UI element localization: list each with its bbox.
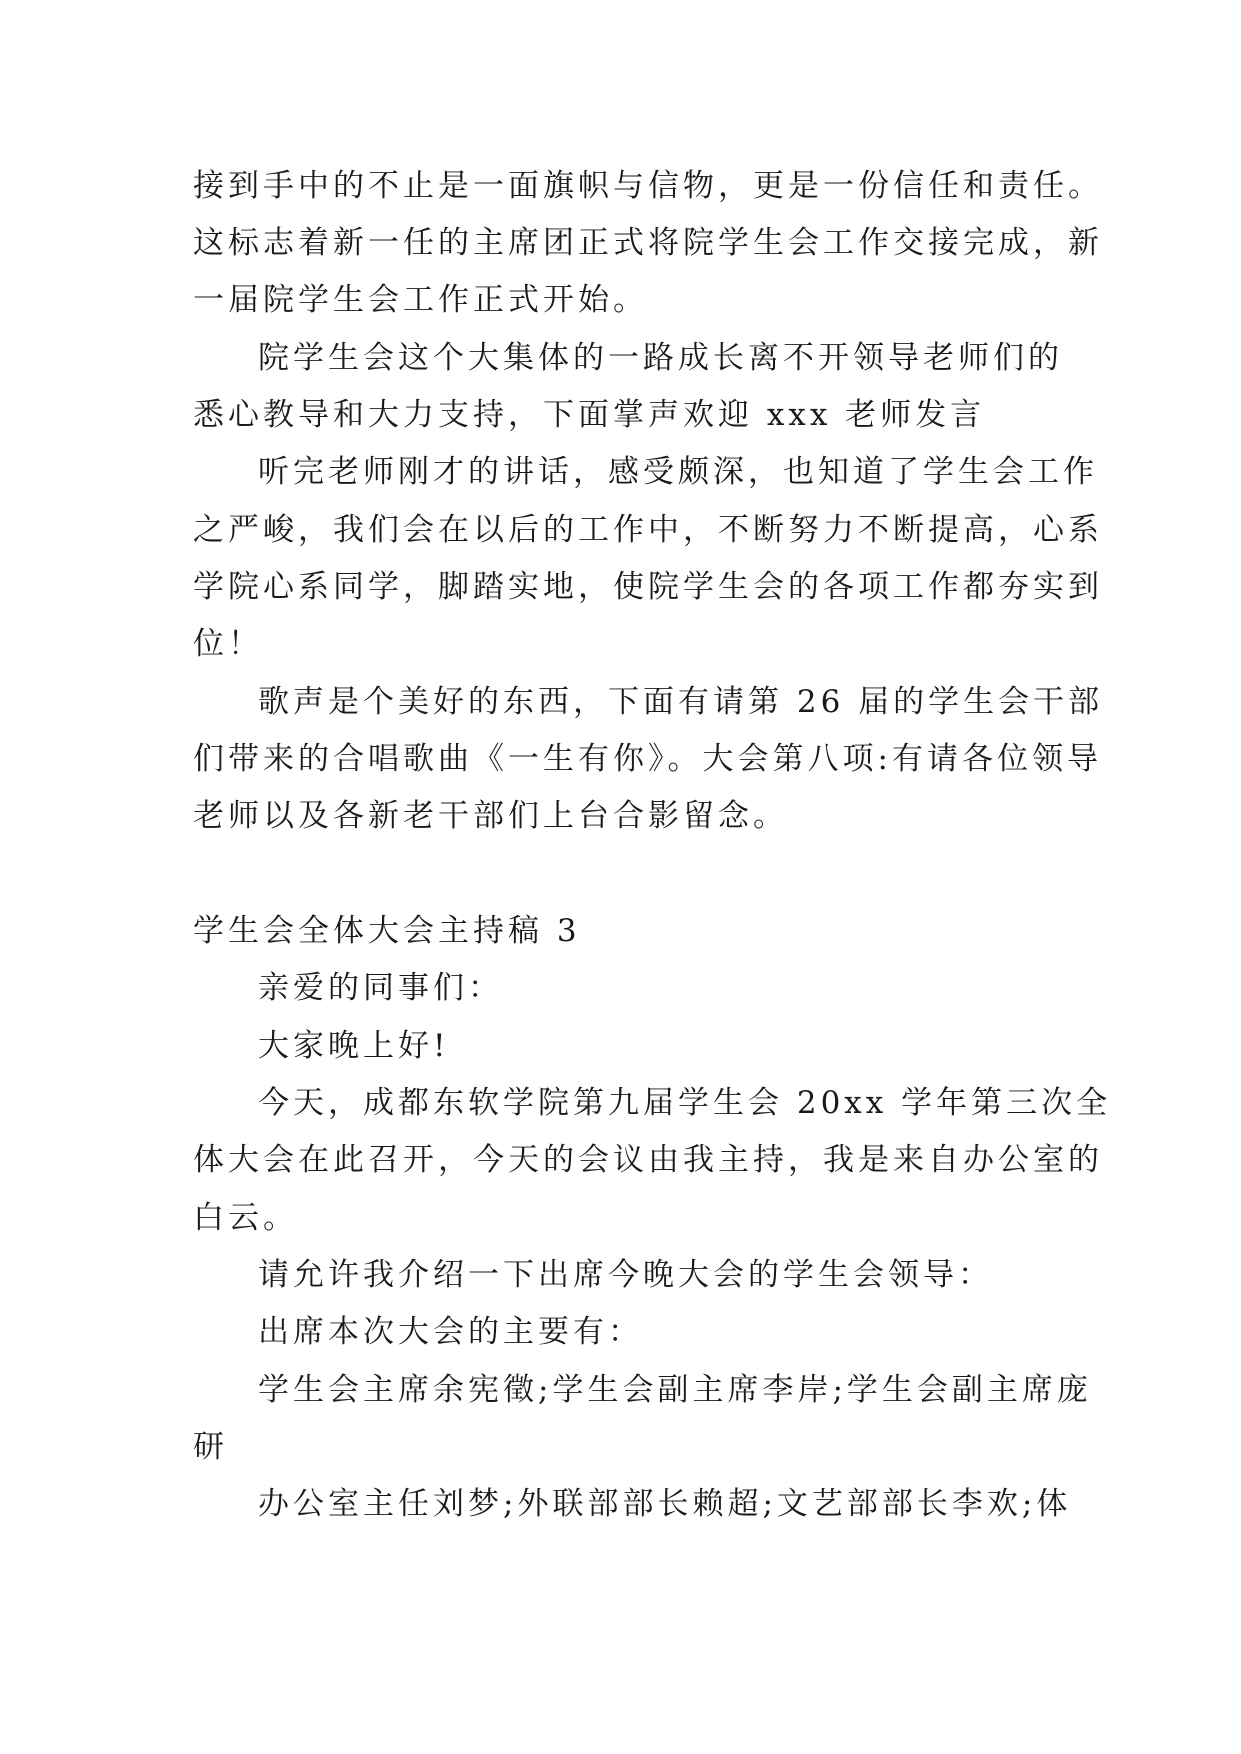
paragraph-line: 之严峻，我们会在以后的工作中，不断努力不断提高，心系 xyxy=(193,512,1103,548)
paragraph-line: 听完老师刚才的讲话，感受颇深，也知道了学生会工作 xyxy=(258,454,1098,490)
paragraph-line: 白云。 xyxy=(193,1200,298,1236)
paragraph-line: 研 xyxy=(193,1429,228,1465)
paragraph-line: 院学生会这个大集体的一路成长离不开领导老师们的 xyxy=(258,340,1063,376)
paragraph-line: 亲爱的同事们： xyxy=(258,970,503,1006)
paragraph-line: 办公室主任刘梦;外联部部长赖超;文艺部部长李欢;体 xyxy=(258,1486,1072,1522)
paragraph-line: 们带来的合唱歌曲《一生有你》。大会第八项:有请各位领导 xyxy=(193,741,1102,777)
paragraph-line: 位！ xyxy=(193,626,263,662)
paragraph-line: 一届院学生会工作正式开始。 xyxy=(193,282,648,318)
paragraph-line: 大家晚上好! xyxy=(258,1028,450,1064)
paragraph-line: 学院心系同学，脚踏实地，使院学生会的各项工作都夯实到 xyxy=(193,569,1103,605)
paragraph-line: 体大会在此召开，今天的会议由我主持，我是来自办公室的 xyxy=(193,1142,1103,1178)
paragraph-line: 这标志着新一任的主席团正式将院学生会工作交接完成，新 xyxy=(193,225,1103,261)
paragraph-line: 学生会主席余宪徵;学生会副主席李岸;学生会副主席庞 xyxy=(258,1372,1092,1408)
section-heading: 学生会全体大会主持稿 3 xyxy=(193,913,581,949)
paragraph-line: 请允许我介绍一下出席今晚大会的学生会领导： xyxy=(258,1257,993,1293)
paragraph-line: 出席本次大会的主要有： xyxy=(258,1314,643,1350)
paragraph-line: 歌声是个美好的东西，下面有请第 26 届的学生会干部 xyxy=(258,684,1104,720)
paragraph-line: 接到手中的不止是一面旗帜与信物，更是一份信任和责任。 xyxy=(193,168,1103,204)
paragraph-line: 今天，成都东软学院第九届学生会 20xx 学年第三次全 xyxy=(258,1085,1112,1121)
paragraph-line: 老师以及各新老干部们上台合影留念。 xyxy=(193,798,788,834)
paragraph-line: 悉心教导和大力支持，下面掌声欢迎 xxx 老师发言 xyxy=(193,397,986,433)
